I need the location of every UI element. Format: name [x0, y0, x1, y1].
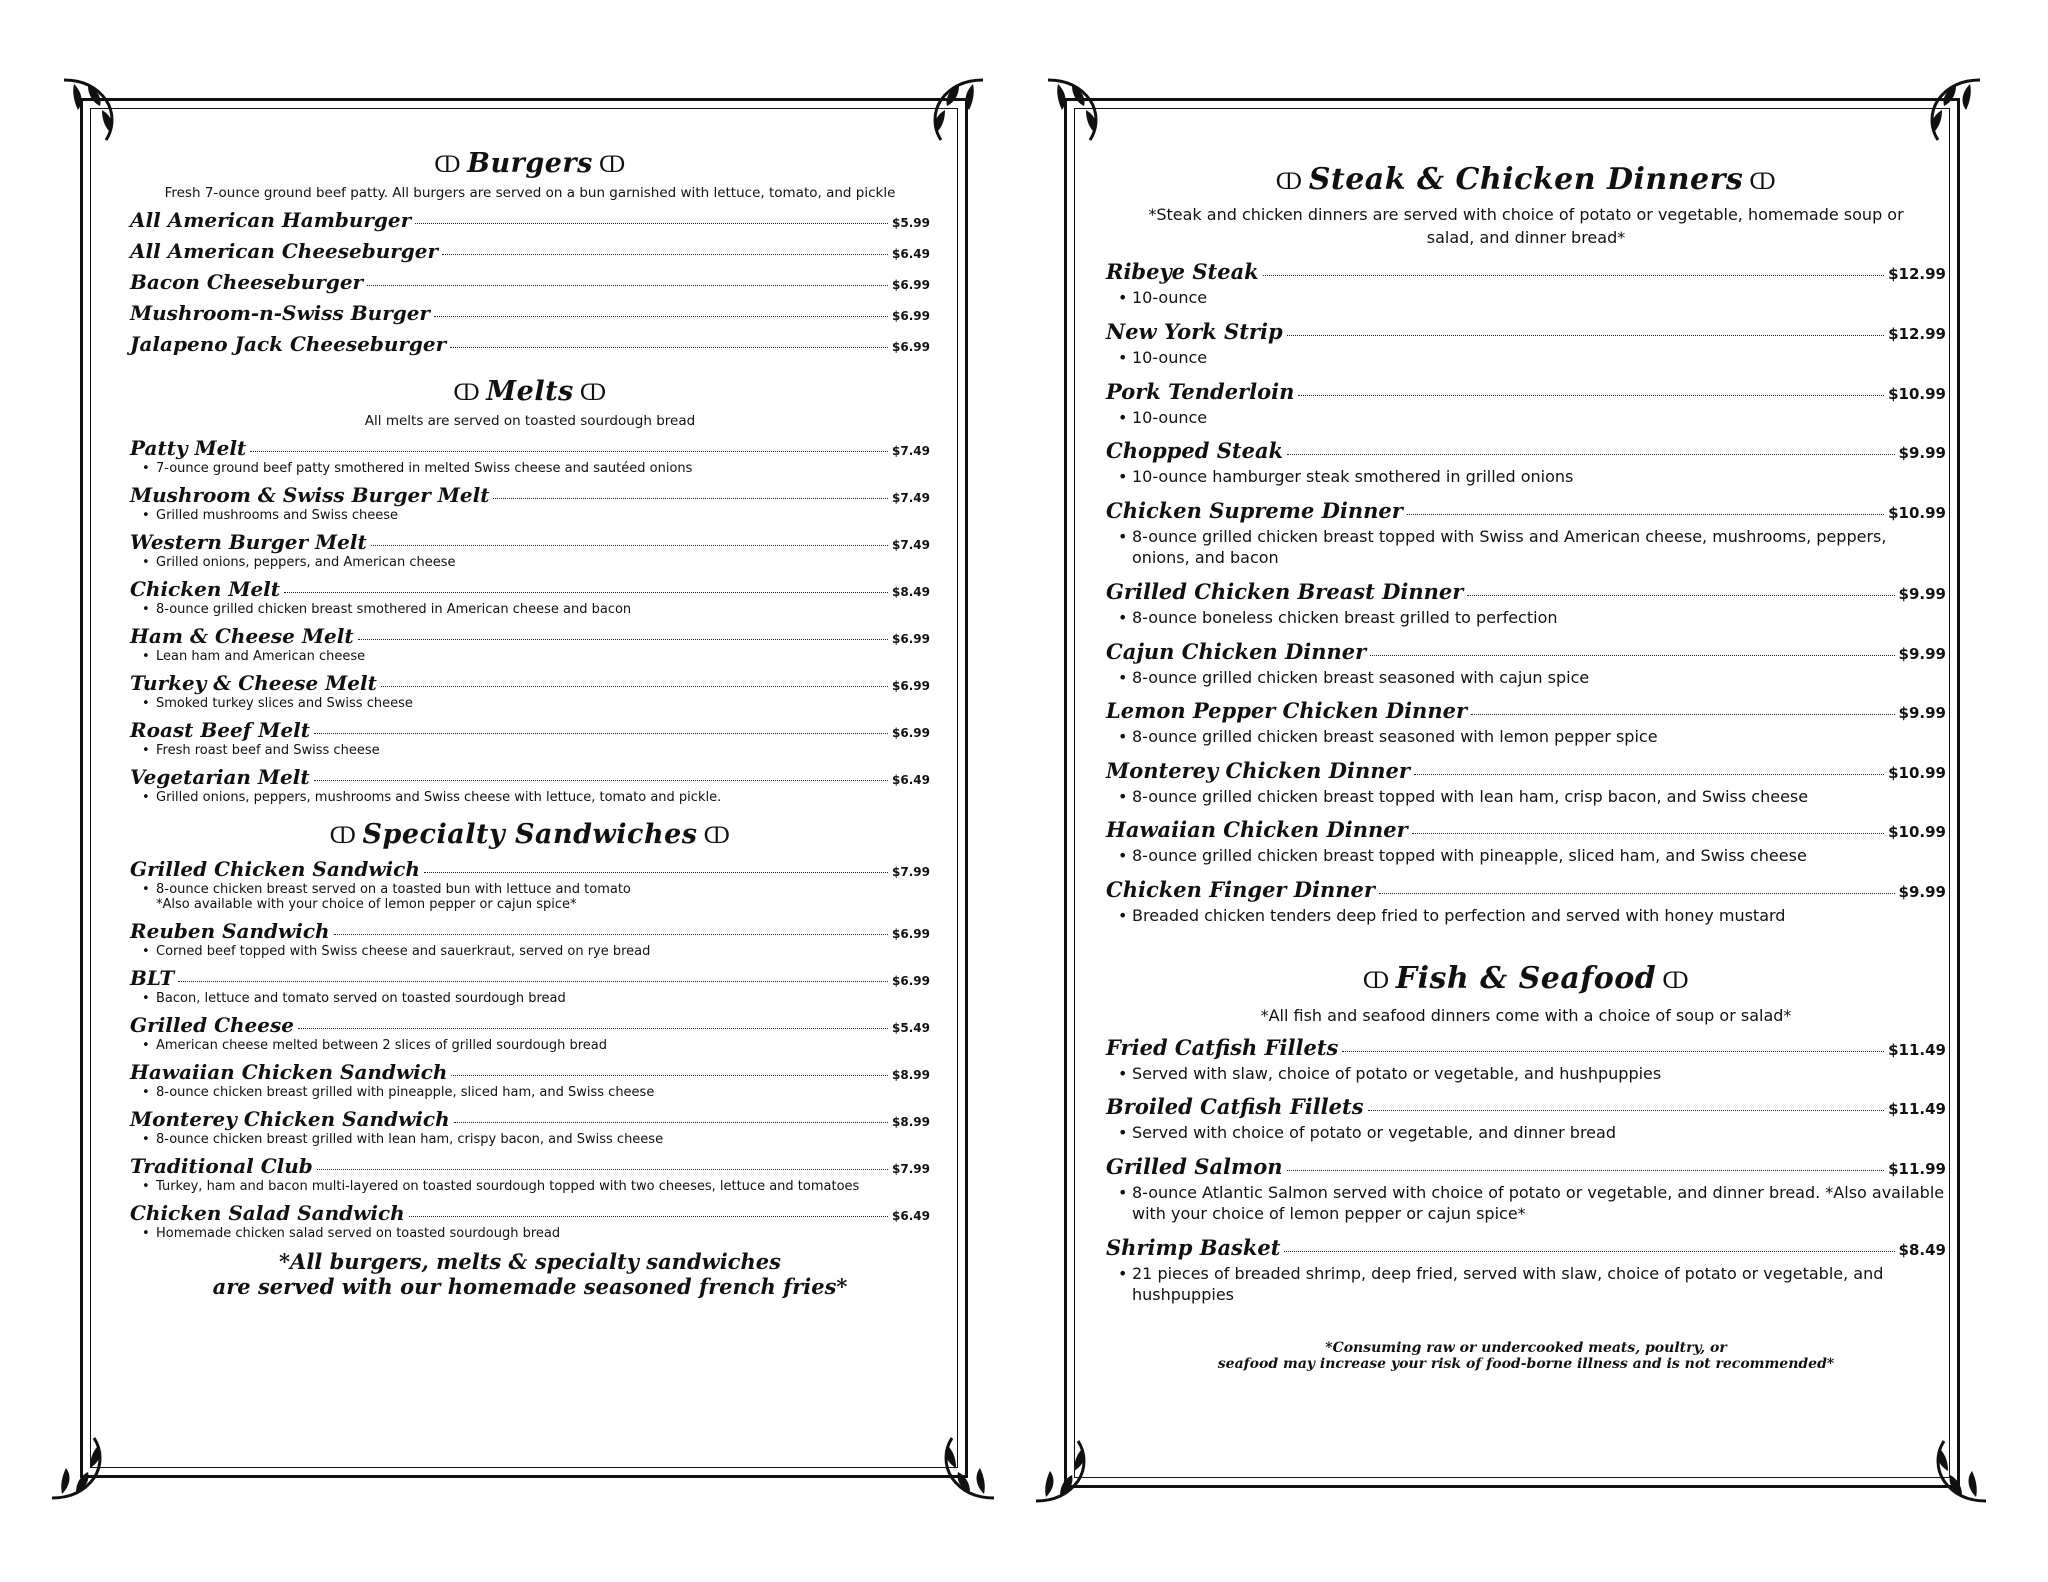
description-text: 8-ounce grilled chicken breast seasoned with cajun spice [1132, 667, 1590, 687]
menu-item-description [142, 696, 930, 711]
menu-item-name: Bacon Cheeseburger [130, 270, 364, 294]
fries-note-line2: are served with our homemade seasoned french fries* [212, 1274, 848, 1299]
description-text: 8-ounce chicken breast grilled with lean ham, crispy bacon, and Swiss cheese [156, 1132, 664, 1147]
menu-item-price: $7.49 [892, 444, 930, 458]
menu-item-description [142, 649, 930, 664]
bullet-icon: • [1118, 347, 1128, 367]
description-text: Grilled mushrooms and Swiss cheese [156, 508, 399, 523]
bullet-icon: • [1118, 667, 1128, 687]
description-text: 7-ounce ground beef patty smothered in melted Swiss cheese and sautéed onions [156, 461, 693, 476]
menu-item-description [142, 991, 930, 1006]
menu-item-name: Chicken Melt [130, 577, 281, 601]
menu-item [130, 301, 930, 325]
menu-item [1106, 1154, 1946, 1179]
leader-dots [1287, 335, 1884, 336]
menu-item [130, 624, 930, 648]
bullet-icon: • [142, 882, 150, 897]
right-menu-page [1050, 90, 1980, 1495]
menu-item-description [1118, 347, 1946, 369]
leader-dots [1287, 454, 1894, 455]
menu-item-name: Mushroom-n-Swiss Burger [130, 301, 430, 325]
menu-item-price: $9.99 [1898, 704, 1946, 723]
menu-item [1106, 817, 1946, 842]
menu-item-price: $10.99 [1888, 823, 1946, 842]
menu-item-price: $11.49 [1888, 1040, 1946, 1059]
menu-item-price: $10.99 [1888, 763, 1946, 782]
menu-item-price: $10.99 [1888, 384, 1946, 403]
leader-dots [1370, 655, 1894, 656]
description-text: Served with choice of potato or vegetable, and dinner bread [1132, 1123, 1616, 1143]
menu-item-description [1118, 1122, 1946, 1144]
leader-dots [367, 285, 888, 286]
bullet-icon: • [142, 991, 150, 1006]
description-text: 8-ounce grilled chicken breast topped with pineapple, sliced ham, and Swiss cheese [1132, 846, 1807, 866]
menu-item-price: $7.99 [892, 1162, 930, 1176]
menu-item-description [1118, 667, 1946, 689]
ornament-icon: ↀ [598, 153, 626, 178]
ornament-icon: ↀ [1749, 170, 1777, 195]
steak-note: *Steak and chicken dinners are served with choice of potato or vegetable, homemade soup or salad, and dinner bread* [1148, 205, 1904, 248]
bullet-icon: • [142, 1038, 150, 1053]
flourish-icon [50, 1432, 120, 1502]
leader-dots [284, 592, 888, 593]
bullet-icon: • [1118, 1263, 1128, 1283]
leader-dots [493, 498, 888, 499]
menu-item-price: $12.99 [1888, 265, 1946, 284]
menu-item [130, 530, 930, 554]
menu-item-price: $6.99 [892, 927, 930, 941]
menu-item [1106, 1094, 1946, 1119]
menu-item-description [142, 461, 930, 476]
leader-dots [1414, 774, 1884, 775]
menu-item-name: Shrimp Basket [1106, 1234, 1281, 1260]
menu-item-name: Hawaiian Chicken Dinner [1106, 817, 1408, 843]
menu-item [130, 1107, 930, 1131]
menu-item-price: $5.49 [892, 1021, 930, 1035]
bullet-icon: • [142, 1085, 150, 1100]
menu-item-extra-note: *Also available with your choice of lemon pepper or cajun spice* [156, 897, 577, 912]
menu-item-price: $6.99 [892, 278, 930, 292]
bullet-icon: • [1118, 1182, 1128, 1202]
menu-item [130, 577, 930, 601]
menu-item-description [142, 882, 930, 897]
menu-item-name: Grilled Chicken Sandwich [130, 857, 420, 881]
description-text: 10-ounce [1132, 347, 1208, 367]
bullet-icon: • [142, 461, 150, 476]
menu-item-name: Grilled Chicken Breast Dinner [1106, 578, 1464, 604]
melts-list [130, 436, 930, 805]
fish-list [1106, 1035, 1946, 1307]
description-text: Breaded chicken tenders deep fried to perfection and served with honey mustard [1132, 905, 1786, 925]
menu-item [130, 208, 930, 232]
bullet-icon: • [1118, 526, 1128, 546]
menu-item-price: $9.99 [1898, 444, 1946, 463]
flourish-icon [915, 76, 985, 146]
menu-item-description [142, 1038, 930, 1053]
leader-dots [1287, 1170, 1885, 1171]
menu-item-name: Turkey & Cheese Melt [130, 671, 377, 695]
leader-dots [451, 1075, 888, 1076]
leader-dots [371, 545, 888, 546]
menu-item-description [142, 743, 930, 758]
flourish-icon [1918, 1435, 1988, 1505]
fish-note: *All fish and seafood dinners come with a choice of soup or salad* [1260, 1005, 1792, 1025]
menu-item-description [142, 790, 930, 805]
menu-item-name: Chopped Steak [1106, 438, 1284, 464]
bullet-icon: • [1118, 786, 1128, 806]
menu-item [130, 718, 930, 742]
menu-item [130, 270, 930, 294]
menu-item-description [142, 602, 930, 617]
menu-item-price: $8.99 [892, 1068, 930, 1082]
bullet-icon: • [1118, 1063, 1128, 1083]
menu-item-name: Grilled Salmon [1106, 1153, 1283, 1179]
menu-item-name: Fried Catfish Fillets [1106, 1034, 1339, 1060]
menu-item [130, 919, 930, 943]
menu-item [130, 1154, 930, 1178]
burgers-list [130, 208, 930, 356]
ornament-icon: ↀ [579, 381, 607, 406]
menu-item-price: $6.99 [892, 632, 930, 646]
leader-dots [298, 1028, 888, 1029]
description-text: Fresh roast beef and Swiss cheese [156, 743, 380, 758]
leader-dots [1412, 833, 1884, 834]
menu-item-name: Western Burger Melt [130, 530, 367, 554]
menu-item [1106, 1035, 1946, 1060]
burgers-note: Fresh 7-ounce ground beef patty. All burgers are served on a bun garnished with lettuce, tomato, and pickle [164, 185, 896, 201]
leader-dots [409, 1216, 888, 1217]
menu-item-description [1118, 1182, 1946, 1225]
menu-item-description [1118, 905, 1946, 927]
description-text: 10-ounce [1132, 407, 1208, 427]
fish-heading: ↀ Fish & Seafood ↀ [1106, 961, 1946, 996]
description-text: 8-ounce chicken breast served on a toasted bun with lettuce and tomato [156, 882, 631, 897]
menu-item [1106, 319, 1946, 344]
bullet-icon: • [142, 944, 150, 959]
leader-dots [1467, 595, 1894, 596]
menu-item-description [1118, 845, 1946, 867]
menu-item-price: $5.99 [892, 216, 930, 230]
menu-item-name: Chicken Salad Sandwich [130, 1201, 405, 1225]
bullet-icon: • [142, 649, 150, 664]
menu-item-price: $6.49 [892, 773, 930, 787]
leader-dots [1407, 514, 1884, 515]
leader-dots [314, 733, 888, 734]
ornament-icon: ↀ [453, 381, 481, 406]
bullet-icon: • [1118, 846, 1128, 866]
leader-dots [454, 1122, 888, 1123]
leader-dots [250, 451, 888, 452]
melts-note: All melts are served on toasted sourdough bread [364, 413, 696, 429]
menu-item-description [142, 1179, 930, 1194]
bullet-icon: • [1118, 607, 1128, 627]
menu-item [1106, 639, 1946, 664]
menu-item-price: $6.99 [892, 309, 930, 323]
bullet-icon: • [1118, 727, 1128, 747]
description-text: 10-ounce hamburger steak smothered in grilled onions [1132, 467, 1574, 487]
menu-item [130, 966, 930, 990]
leader-dots [178, 981, 888, 982]
menu-item-description [142, 508, 930, 523]
menu-item-price: $9.99 [1898, 882, 1946, 901]
menu-item-name: BLT [130, 966, 175, 990]
leader-dots [358, 639, 888, 640]
menu-item-name: Mushroom & Swiss Burger Melt [130, 483, 490, 507]
menu-item-price: $6.99 [892, 679, 930, 693]
menu-item [130, 1060, 930, 1084]
leader-dots [314, 780, 888, 781]
melts-heading: ↀ Melts ↀ [130, 376, 930, 407]
description-text: Lean ham and American cheese [156, 649, 366, 664]
right-content [1106, 162, 1946, 1372]
menu-item-price: $6.49 [892, 1209, 930, 1223]
flourish-icon [926, 1432, 996, 1502]
menu-item [1106, 877, 1946, 902]
menu-item-name: Traditional Club [130, 1154, 313, 1178]
menu-item [130, 1013, 930, 1037]
menu-item-price: $8.99 [892, 1115, 930, 1129]
bullet-icon: • [142, 1179, 150, 1194]
leader-dots [334, 934, 888, 935]
leader-dots [1284, 1251, 1894, 1252]
leader-dots [1471, 714, 1895, 715]
bullet-icon: • [1118, 288, 1128, 308]
description-text: 8-ounce grilled chicken breast topped with lean ham, crisp bacon, and Swiss cheese [1132, 786, 1809, 806]
menu-item-price: $11.49 [1888, 1100, 1946, 1119]
menu-item-description [1118, 526, 1946, 569]
menu-item-name: Broiled Catfish Fillets [1106, 1094, 1364, 1120]
menu-item-name: Ham & Cheese Melt [130, 624, 354, 648]
menu-item-description [142, 1132, 930, 1147]
leader-dots [1263, 275, 1884, 276]
menu-item-name: Jalapeno Jack Cheeseburger [130, 332, 447, 356]
flourish-icon [1034, 1435, 1104, 1505]
bullet-icon: • [1118, 1123, 1128, 1143]
menu-item-price: $7.49 [892, 538, 930, 552]
menu-item-price: $6.49 [892, 247, 930, 261]
bullet-icon: • [142, 508, 150, 523]
menu-item [1106, 259, 1946, 284]
menu-item-price: $6.99 [892, 726, 930, 740]
description-text: Smoked turkey slices and Swiss cheese [156, 696, 413, 711]
menu-item [130, 1201, 930, 1225]
menu-item [1106, 758, 1946, 783]
menu-item [130, 483, 930, 507]
menu-item-price: $11.99 [1888, 1159, 1946, 1178]
bullet-icon: • [142, 1132, 150, 1147]
menu-item-description [1118, 466, 1946, 488]
menu-item-name: Chicken Supreme Dinner [1106, 497, 1403, 523]
sandwiches-heading: ↀ Specialty Sandwiches ↀ [130, 819, 930, 850]
leader-dots [1379, 893, 1895, 894]
menu-item-description [142, 944, 930, 959]
menu-item [130, 239, 930, 263]
ornament-icon: ↀ [703, 824, 731, 849]
bullet-icon: • [142, 790, 150, 805]
menu-item-price: $7.49 [892, 491, 930, 505]
warning-line2: seafood may increase your risk of food-borne illness and is not recommended* [1217, 1356, 1835, 1373]
menu-item [130, 436, 930, 460]
menu-item [130, 857, 930, 881]
menu-item-description [142, 555, 930, 570]
description-text: 8-ounce grilled chicken breast topped with Swiss and American cheese, mushrooms, peppers, onions, and bacon [1132, 526, 1887, 568]
flourish-icon [1912, 76, 1982, 146]
menu-item [130, 332, 930, 356]
leader-dots [450, 347, 888, 348]
menu-item-name: All American Hamburger [130, 208, 412, 232]
ornament-icon: ↀ [1275, 170, 1303, 195]
menu-item [1106, 438, 1946, 463]
menu-item-name: Patty Melt [130, 436, 247, 460]
menu-item-name: All American Cheeseburger [130, 239, 439, 263]
menu-item-name: Chicken Finger Dinner [1106, 876, 1375, 902]
description-text: Served with slaw, choice of potato or vegetable, and hushpuppies [1132, 1063, 1662, 1083]
menu-item-price: $6.99 [892, 340, 930, 354]
description-text: Grilled onions, peppers, mushrooms and Swiss cheese with lettuce, tomato and pickle. [156, 790, 722, 805]
description-text: Turkey, ham and bacon multi-layered on toasted sourdough topped with two cheeses, lettuce and tomatoes [156, 1179, 860, 1194]
bullet-icon: • [1118, 905, 1128, 925]
menu-item-description [142, 1085, 930, 1100]
description-text: 8-ounce grilled chicken breast smothered in American cheese and bacon [156, 602, 632, 617]
menu-item-price: $9.99 [1898, 584, 1946, 603]
menu-item-name: Hawaiian Chicken Sandwich [130, 1060, 448, 1084]
menu-item-price: $9.99 [1898, 644, 1946, 663]
leader-dots [317, 1169, 888, 1170]
description-text: Bacon, lettuce and tomato served on toasted sourdough bread [156, 991, 566, 1006]
menu-item-name: New York Strip [1106, 318, 1283, 344]
menu-item [1106, 579, 1946, 604]
menu-item-description [1118, 1263, 1946, 1306]
bullet-icon: • [142, 1226, 150, 1241]
menu-item-name: Lemon Pepper Chicken Dinner [1106, 698, 1468, 724]
menu-item-price: $8.49 [1898, 1240, 1946, 1259]
ornament-icon: ↀ [434, 153, 462, 178]
leader-dots [415, 223, 888, 224]
leader-dots [434, 316, 888, 317]
menu-item-name: Reuben Sandwich [130, 919, 330, 943]
menu-item-name: Roast Beef Melt [130, 718, 310, 742]
menu-item-price: $12.99 [1888, 324, 1946, 343]
description-text: Grilled onions, peppers, and American cheese [156, 555, 456, 570]
menu-item [1106, 698, 1946, 723]
menu-item-name: Grilled Cheese [130, 1013, 294, 1037]
description-text: 21 pieces of breaded shrimp, deep fried, served with slaw, choice of potato or vegetable, and hushpuppies [1132, 1263, 1884, 1305]
burgers-heading: ↀ Burgers ↀ [130, 148, 930, 179]
steak-list [1106, 259, 1946, 926]
description-text: 8-ounce boneless chicken breast grilled to perfection [1132, 607, 1558, 627]
leader-dots [1342, 1051, 1884, 1052]
menu-item [1106, 379, 1946, 404]
menu-item-name: Monterey Chicken Sandwich [130, 1107, 450, 1131]
ornament-icon: ↀ [1362, 968, 1390, 994]
menu-item-description [1118, 407, 1946, 429]
description-text: 8-ounce chicken breast grilled with pineapple, sliced ham, and Swiss cheese [156, 1085, 655, 1100]
menu-item-price: $8.49 [892, 585, 930, 599]
description-text: Corned beef topped with Swiss cheese and sauerkraut, served on rye bread [156, 944, 651, 959]
menu-item [130, 671, 930, 695]
warning-line1: *Consuming raw or undercooked meats, poultry, or [1325, 1340, 1727, 1357]
sandwiches-list [130, 857, 930, 1241]
leader-dots [1298, 395, 1884, 396]
fries-note-line1: *All burgers, melts & specialty sandwiches [279, 1249, 781, 1274]
leader-dots [442, 254, 888, 255]
bullet-icon: • [142, 555, 150, 570]
menu-item-description [1118, 287, 1946, 309]
description-text: 10-ounce [1132, 288, 1208, 308]
left-content [130, 148, 930, 1299]
menu-item-name: Cajun Chicken Dinner [1106, 638, 1367, 664]
bullet-icon: • [142, 602, 150, 617]
description-text: American cheese melted between 2 slices of grilled sourdough bread [156, 1038, 607, 1053]
menu-item-description [1118, 786, 1946, 808]
description-text: Homemade chicken salad served on toasted sourdough bread [156, 1226, 561, 1241]
menu-item-description [1118, 726, 1946, 748]
description-text: 8-ounce Atlantic Salmon served with choice of potato or vegetable, and dinner bread. *Also available with your choice of lemon pepper or cajun spice* [1132, 1182, 1945, 1224]
flourish-icon [62, 76, 132, 146]
bullet-icon: • [142, 696, 150, 711]
menu-item-description [1118, 1063, 1946, 1085]
menu-item [130, 765, 930, 789]
flourish-icon [1046, 76, 1116, 146]
description-text: 8-ounce grilled chicken breast seasoned with lemon pepper spice [1132, 727, 1658, 747]
menu-item-name: Ribeye Steak [1106, 259, 1259, 285]
menu-item [1106, 1235, 1946, 1260]
bullet-icon: • [142, 743, 150, 758]
menu-item-description [1118, 607, 1946, 629]
ornament-icon: ↀ [329, 824, 357, 849]
menu-item-name: Vegetarian Melt [130, 765, 310, 789]
menu-item [1106, 498, 1946, 523]
left-menu-page [70, 90, 980, 1485]
leader-dots [381, 686, 888, 687]
menu-item-description [142, 1226, 930, 1241]
steak-heading: ↀ Steak & Chicken Dinners ↀ [1106, 162, 1946, 197]
bullet-icon: • [1118, 467, 1128, 487]
menu-item-price: $7.99 [892, 865, 930, 879]
ornament-icon: ↀ [1662, 968, 1690, 994]
menu-item-price: $6.99 [892, 974, 930, 988]
leader-dots [1368, 1110, 1885, 1111]
menu-item-price: $10.99 [1888, 503, 1946, 522]
menu-item-name: Monterey Chicken Dinner [1106, 757, 1410, 783]
leader-dots [424, 872, 888, 873]
menu-item-name: Pork Tenderloin [1106, 378, 1295, 404]
bullet-icon: • [1118, 407, 1128, 427]
